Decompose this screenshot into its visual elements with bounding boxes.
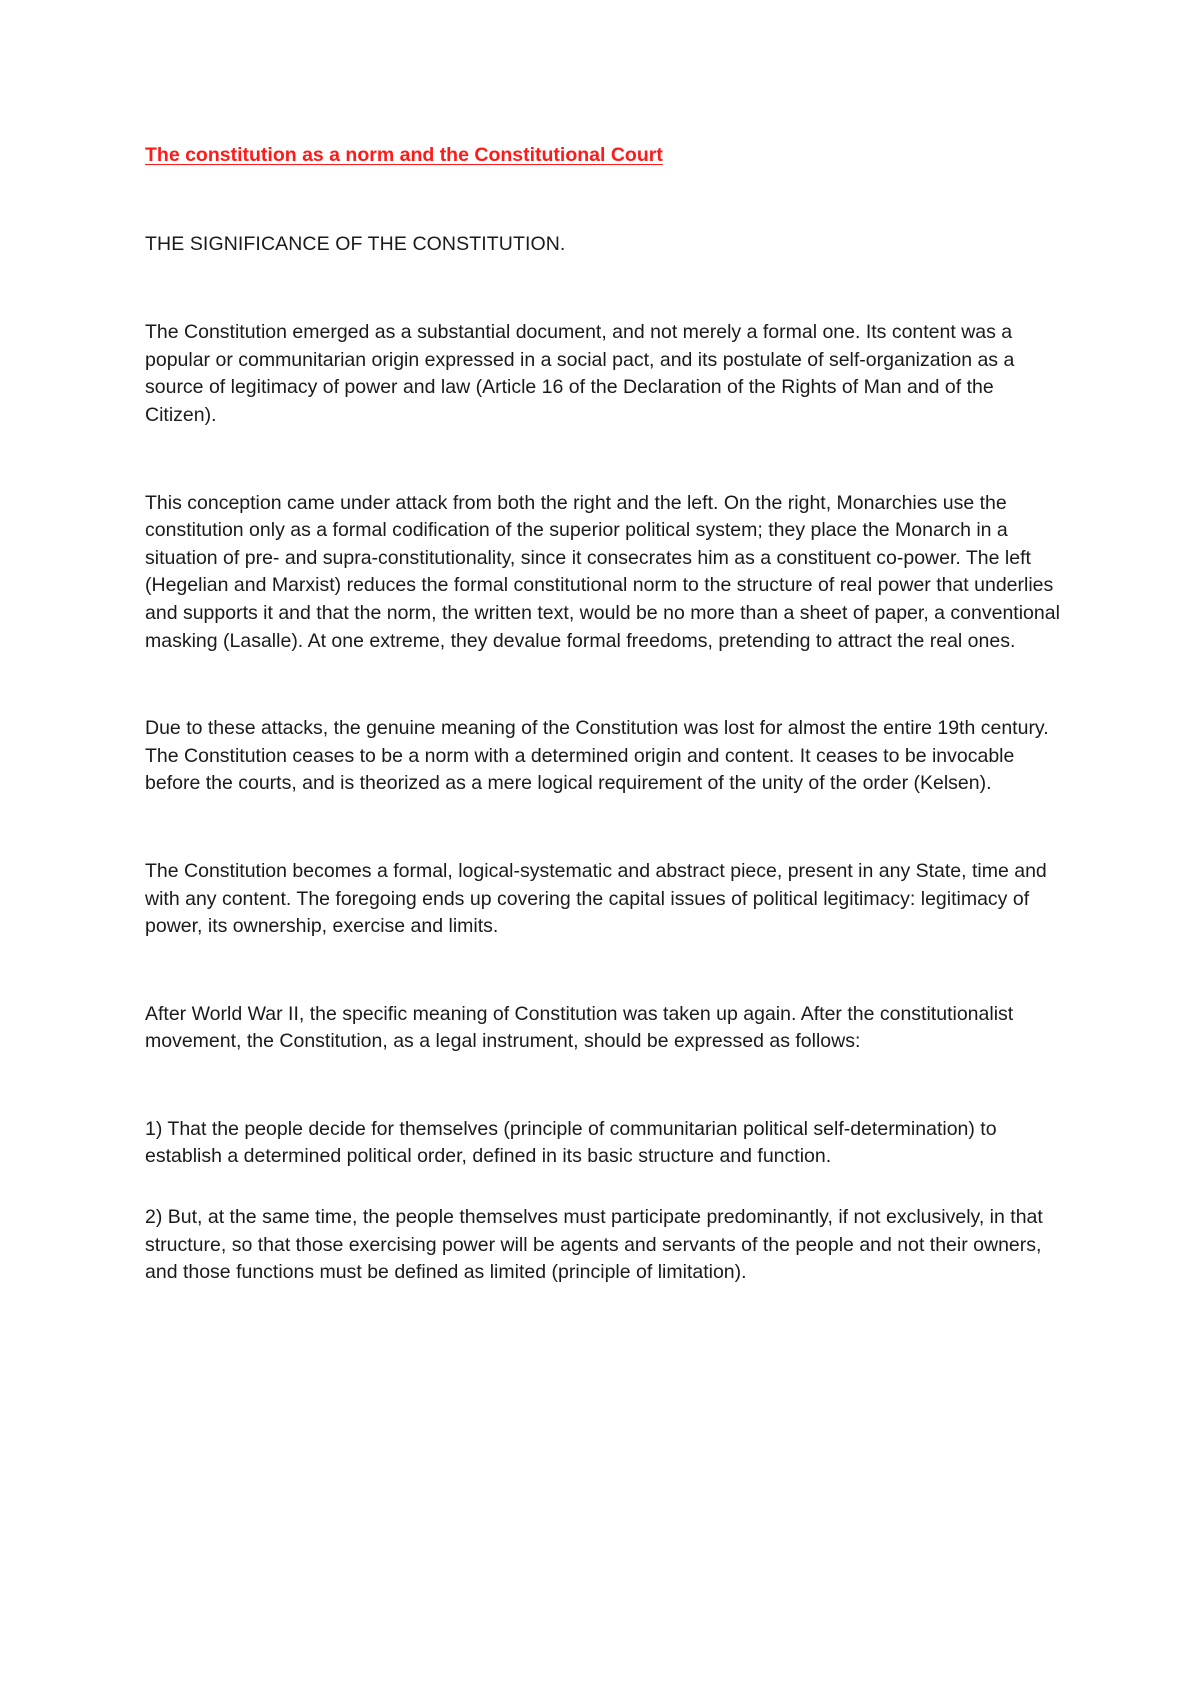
numbered-item-1: 1) That the people decide for themselves (principle of communitarian political self-determination) to establish a determined political order, defined in its basic structure and function. [145, 1117, 997, 1168]
paragraph-3: Due to these attacks, the genuine meaning of the Constitution was lost for almost the entire 19th century. The Constitution ceases to be a norm with a determined origin and content. It ceases to be invocable before the courts, and is theorized as a mere logical requirement of the unity of the order (Kelsen). [145, 717, 1049, 795]
section-heading: THE SIGNIFICANCE OF THE CONSTITUTION. [145, 232, 566, 255]
numbered-item-2: 2) But, at the same time, the people themselves must participate predominantly, if not exclusively, in that structure, so that those exercising power will be agents and servants of the people and not their owners, and those functions must be defined as limited (principle of limitation). [145, 1206, 1043, 1284]
paragraph-2: This conception came under attack from both the right and the left. On the right, Monarchies use the constitution only as a formal codification of the superior political system; they place the Monarch in a situation of pre- and supra-constitutionality, since it consecrates him as a constituent co-power. The left (Hegelian and Marxist) reduces the formal constitutional norm to the structure of real power that underlies and supports it and that the norm, the written text, would be no more than a sheet of paper, a conventional masking (Lasalle). At one extreme, they devalue formal freedoms, pretending to attract the real ones. [145, 491, 1060, 652]
paragraph-4: The Constitution becomes a formal, logical-systematic and abstract piece, present in any State, time and with any content. The foregoing ends up covering the capital issues of political legitimacy: legitimacy of power, its ownership, exercise and limits. [145, 859, 1047, 938]
paragraph-1: The Constitution emerged as a substantial document, and not merely a formal one. Its content was a popular or communitarian origin expressed in a social pact, and its postulate of self-organization as a source of legitimacy of power and law (Article 16 of the Declaration of the Rights of Man and of the Citizen). [145, 321, 1015, 426]
document-body [145, 142, 1065, 1287]
document-title: The constitution as a norm and the Constitutional Court [145, 144, 663, 166]
paragraph-5: After World War II, the specific meaning of Constitution was taken up again. After the constitutionalist movement, the Constitution, as a legal instrument, should be expressed as follows: [145, 1002, 1014, 1053]
